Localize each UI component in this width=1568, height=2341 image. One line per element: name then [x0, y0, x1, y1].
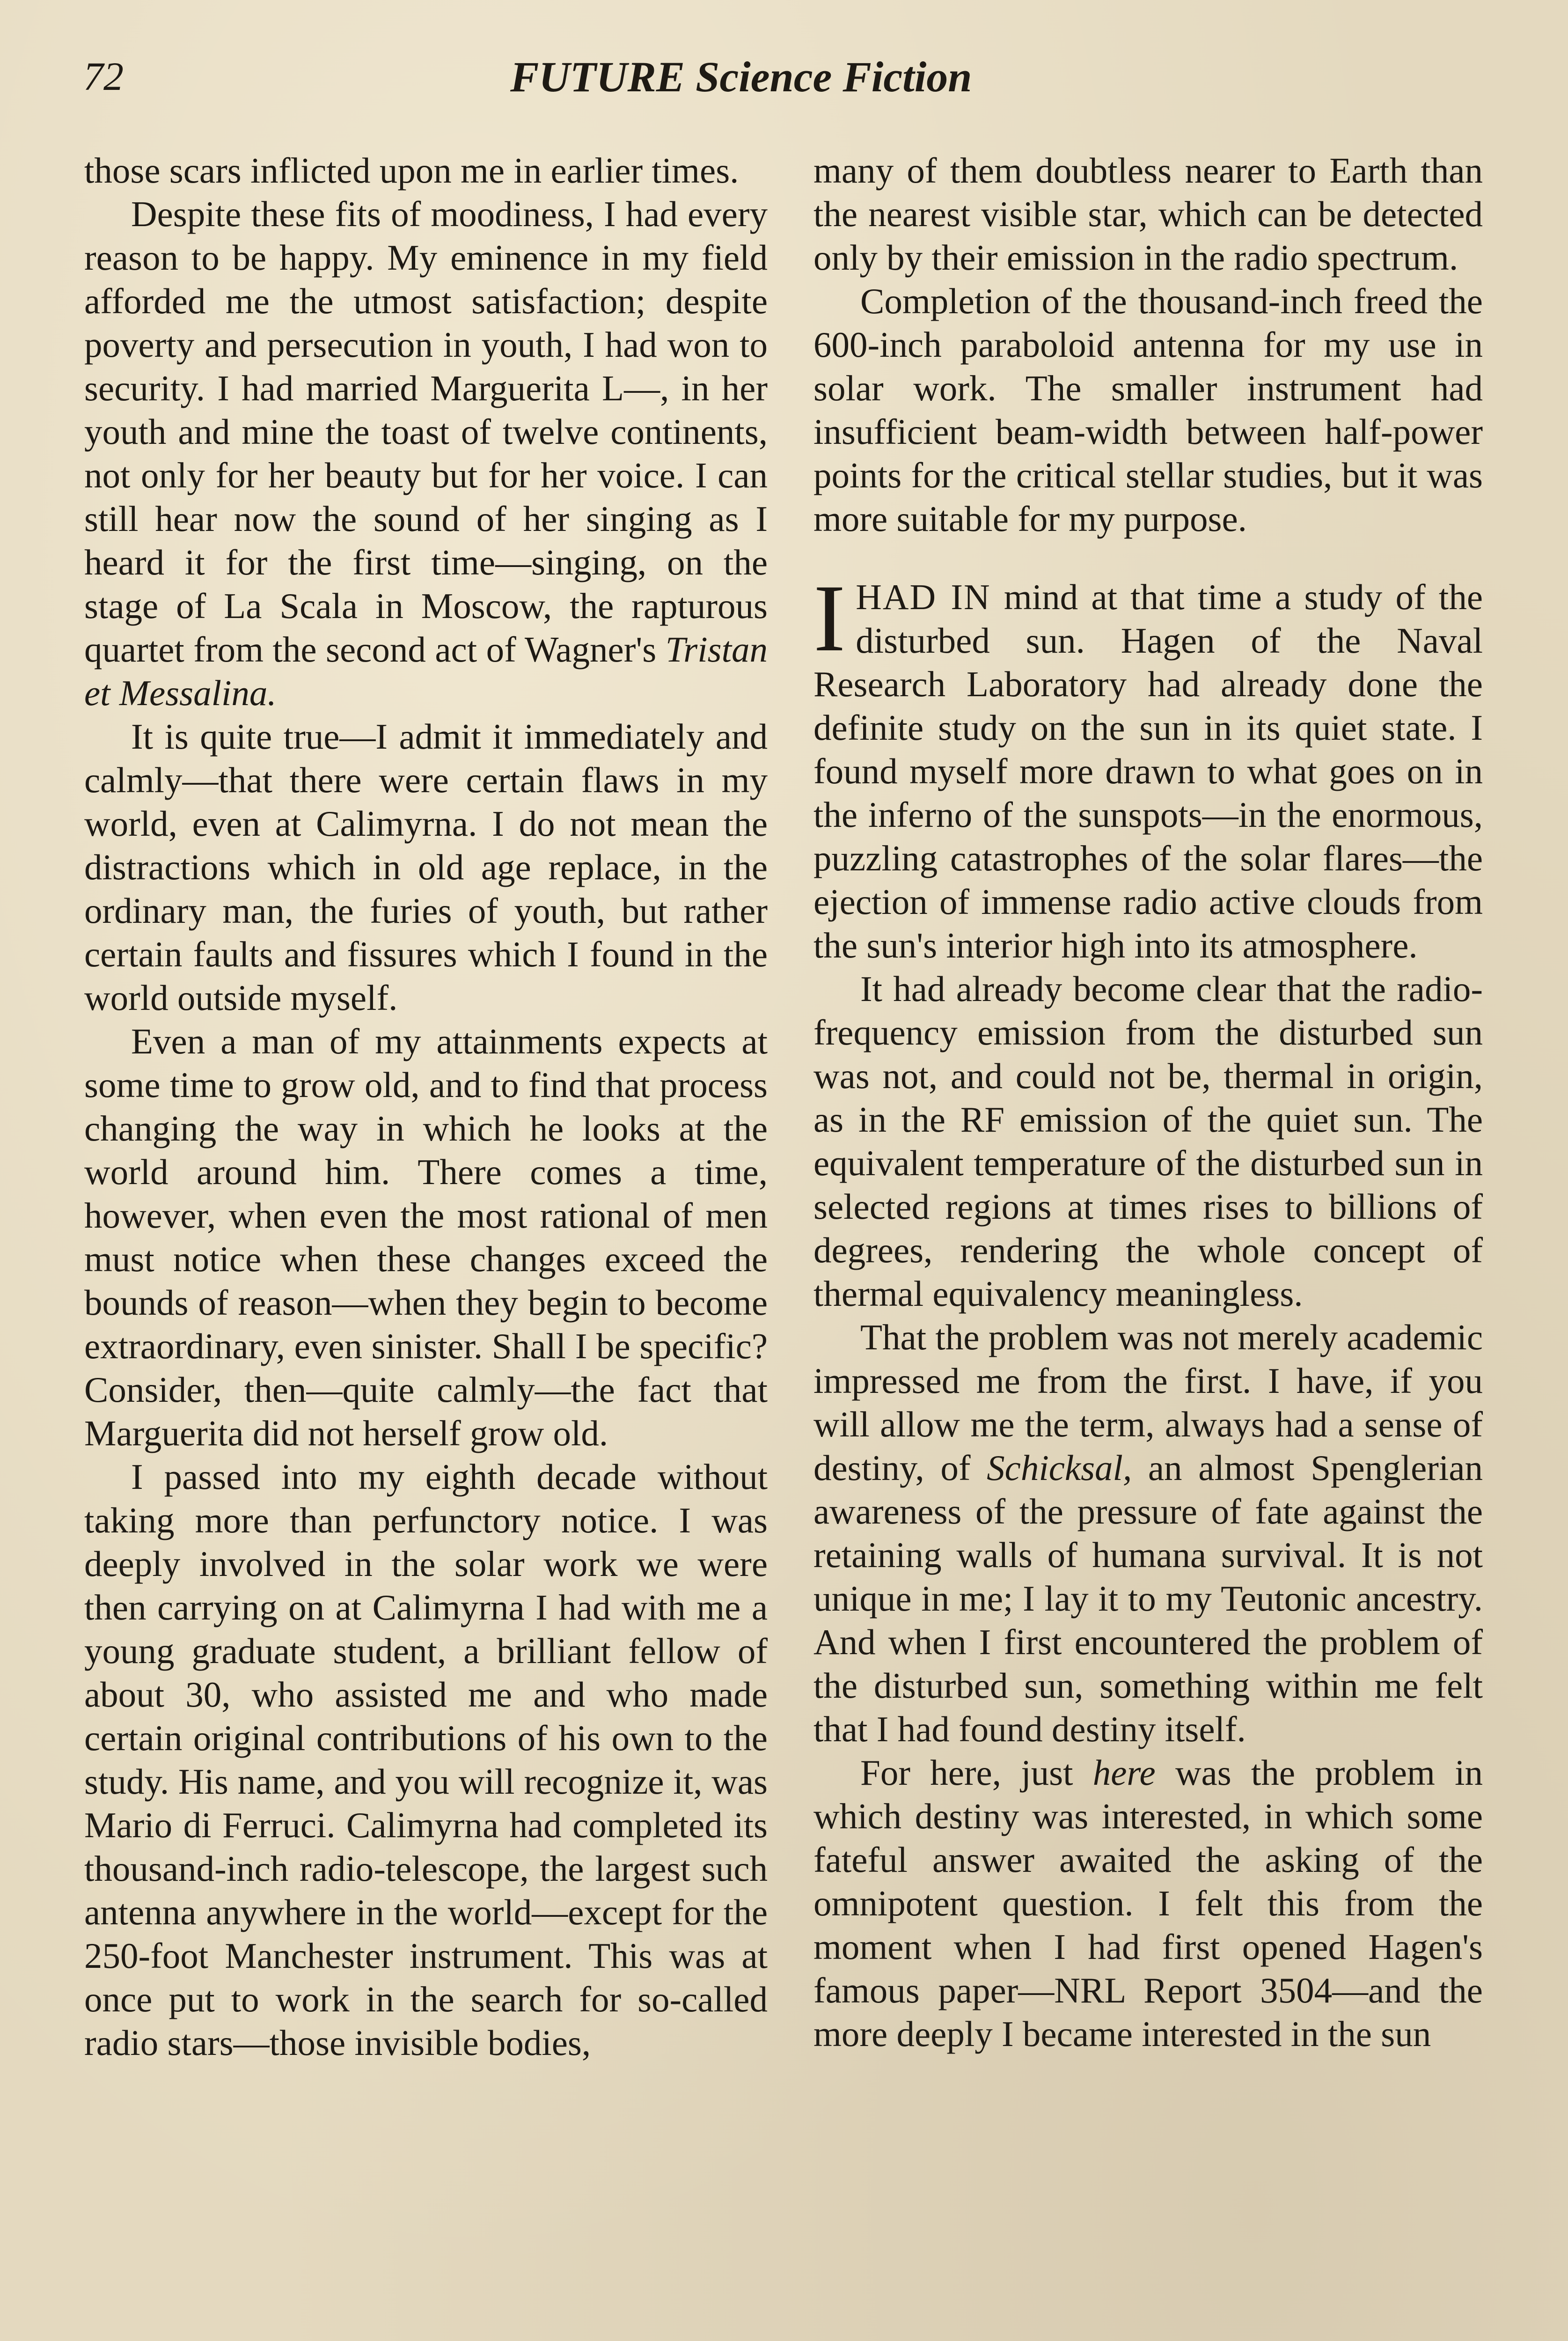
paragraph: I passed into my eighth decade without taking more than perfunctory notice. I was deeply involved in the solar work we were then carrying on at Calimyrna I had with me a young graduate student, a brilliant fellow of about 30, who assisted me and who made certain original contributions of his own to the study. His name, and you will recognize it, was Mario di Ferruci. Calimyrna had completed its thousand-inch radio-telescope, the largest such antenna anywhere in the world—except for the 250-foot Manchester instrument. This was at once put to work in the search for so-called radio stars—those invisible bodies, — [84, 1457, 768, 2063]
paragraph — [84, 192, 768, 715]
paragraph-text: an almost Spenglerian awareness of the pressure of fate against the retaining walls of humana survival. It is not unique in me; I lay it to my Teutonic ancestry. And when I first encountered the problem of the disturbed sun, something within me felt that I had found destiny itself. — [813, 1448, 1483, 1749]
paragraph: Even a man of my attainments expects at some time to grow old, and to find that process changing the way in which he looks at the world around him. There comes a time, however, when even the most rational of men must notice when these changes exceed the bounds of reason—when they begin to become extraordinary, even sinister. Shall I be specific? Consider, then—quite calmly—the fact that Marguerita did not herself grow old. — [84, 1021, 768, 1453]
drop-cap: I — [813, 565, 846, 671]
opera-title: Tristan et Messalina. — [84, 629, 768, 713]
paragraph — [813, 1316, 1483, 1751]
paragraph: It had already become clear that the radio-frequency emission from the disturbed sun was not, and could not be, thermal in origin, as in the RF emission of the quiet sun. The equivalent temperature of the disturbed sun in selected regions at times rises to billions of degrees, rendering the whole concept of thermal equivalency meaningless. — [813, 969, 1483, 1314]
paragraph-text: was the problem in which destiny was interested, in which some fateful answer awaited the asking of the omnipotent question. I felt this from the moment when I had first opened Hagen's famous paper—NRL Report 3504—and the more deeply I became interested in the sun — [813, 1752, 1483, 2054]
section-opening-paragraph — [813, 565, 1483, 967]
paragraph-text: Despite these fits of moodiness, I had every reason to be happy. My eminence in my field afforded me the utmost satisfaction; despite poverty and persecution in youth, I had won to security. I had married Marguerita L—, in her youth and mine the toast of twelve continents, not only for her beauty but for her voice. I can still hear now the sound of her singing as I heard it for the first time—singing, on the stage of La Scala in Moscow, the rapturous quartet from the second act of Wagner's — [84, 194, 768, 670]
paragraph-text: mind at that time a study of the disturbed sun. Hagen of the Naval Research Laboratory had already done the definite study on the sun in its quiet state. I found myself more drawn to what goes on in the inferno of the sunspots—in the enormous, puzzling catastrophes of the solar flares—the ejection of immense radio active clouds from the sun's interior high into its atmosphere. — [813, 577, 1483, 965]
paragraph — [813, 1751, 1483, 2056]
left-text-column — [84, 149, 768, 2065]
paragraph-text: That the problem was not merely academic impressed me from the first. I have, if you will allow me the term, always had a sense of destiny, of — [813, 1317, 1483, 1488]
page-number: 72 — [83, 54, 124, 99]
paragraph: It is quite true—I admit it immediately and calmly—that there were certain flaws in my world, even at Calimyrna. I do not mean the distractions which in old age replace, in the ordinary man, the furies of youth, but rather certain faults and fissures which I found in the world outside myself. — [84, 716, 768, 1018]
paragraph: those scars inflicted upon me in earlier times. — [84, 150, 739, 191]
running-head-title: FUTURE Science Fiction — [510, 53, 972, 101]
paragraph: Completion of the thousand-inch freed the 600-inch paraboloid antenna for my use in solar work. The smaller instrument had insufficient beam-width between half-power points for the critical stellar studies, but it was more suitable for my purpose. — [813, 281, 1483, 539]
paragraph: many of them doubtless nearer to Earth than the nearest visible star, which can be detected only by their emission in the radio spectrum. — [813, 150, 1483, 278]
lead-in-smallcaps: HAD IN — [856, 577, 991, 617]
paragraph-text: For here, just — [860, 1752, 1073, 1793]
right-text-column — [813, 149, 1483, 2056]
italic-emphasis: here — [1092, 1752, 1156, 1793]
italic-term: Schicksal, — [987, 1448, 1132, 1488]
